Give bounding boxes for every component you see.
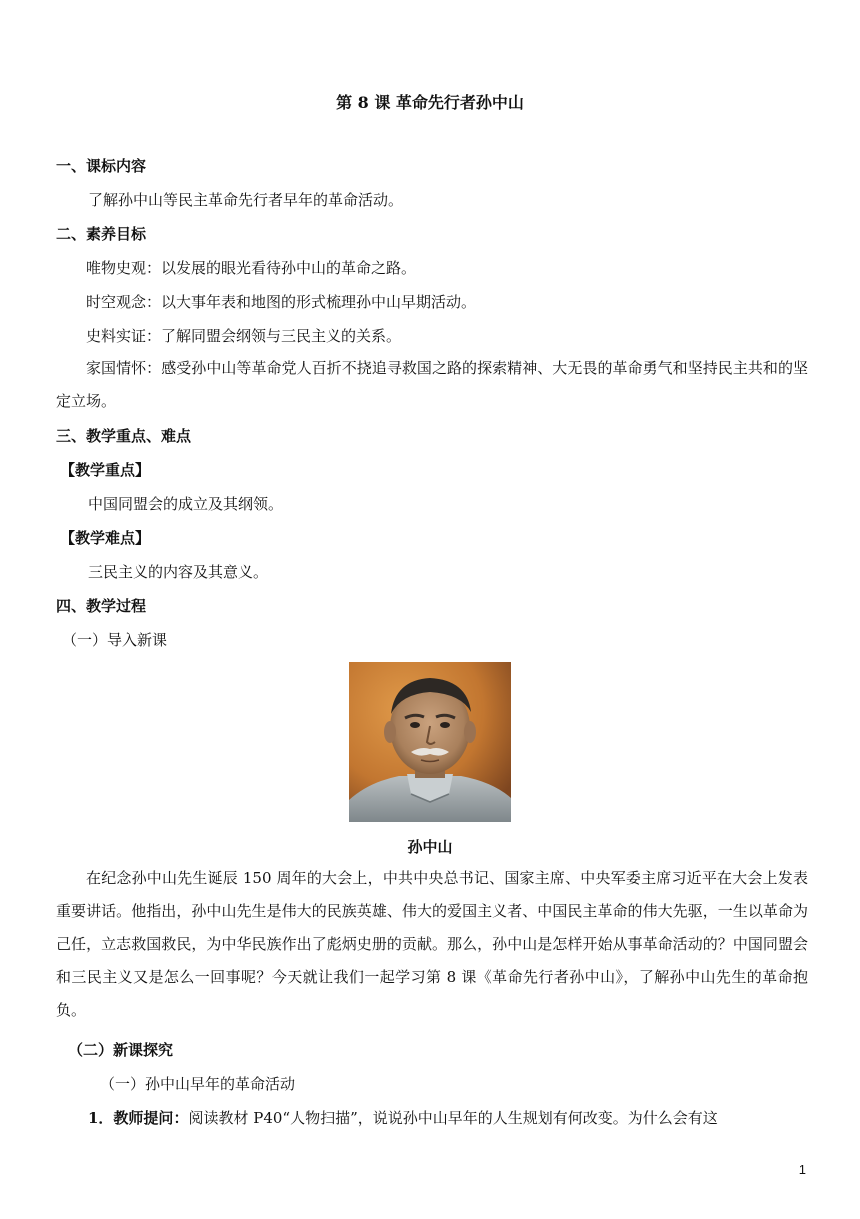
question-1-text: 阅读教材 P40“人物扫描”，说说孙中山早年的人生规划有何改变。为什么会有这 <box>188 1109 718 1127</box>
curriculum-text: 了解孙中山等民主革命先行者早年的革命活动。 <box>88 191 404 209</box>
objective-item: 史料实证：了解同盟会纲领与三民主义的关系。 <box>86 327 402 345</box>
sun-yat-sen-portrait <box>349 662 511 822</box>
new-lesson-label: （二）新课探究 <box>68 1041 174 1059</box>
question-1-label: 1．教师提问： <box>88 1109 189 1127</box>
portrait-caption: 孙中山 <box>407 838 453 856</box>
section-heading-process: 四、教学过程 <box>56 597 147 615</box>
difficulty-text: 三民主义的内容及其意义。 <box>88 563 269 581</box>
key-point-text: 中国同盟会的成立及其纲领。 <box>88 495 284 513</box>
key-point-label: 【教学重点】 <box>60 461 151 479</box>
objective-item: 家国情怀：感受孙中山等革命党人百折不挠追寻救国之路的探索精神、大无畏的革命勇气和坚持民主共和的坚定立场。 <box>56 359 808 410</box>
section-heading-key-points: 三、教学重点、难点 <box>56 427 192 445</box>
objective-item: 唯物史观：以发展的眼光看待孙中山的革命之路。 <box>86 259 417 277</box>
lesson-title: 第 8 课 革命先行者孙中山 <box>336 93 524 112</box>
intro-paragraph: 在纪念孙中山先生诞辰 150 周年的大会上，中共中央总书记、国家主席、中央军委主席习近平在大会上发表重要讲话。他指出，孙中山先生是伟大的民族英雄、伟大的爱国主义者、中国民主革命的伟大先驱，一生以革命为己任，立志救国救民，为中华民族作出了彪炳史册的贡献。那么，孙中山是怎样开始从事革命活动的？中国同盟会和三民主义又是怎么一回事呢？今天就让我们一起学习第 8 课《革命先行者孙中山》，了解孙中山先生的革命抱负。 <box>56 869 808 1019</box>
intro-label: （一）导入新课 <box>62 631 168 649</box>
difficulty-label: 【教学难点】 <box>60 529 151 547</box>
question-1 <box>88 1108 718 1128</box>
objective-item: 时空观念：以大事年表和地图的形式梳理孙中山早期活动。 <box>86 293 477 311</box>
section-heading-curriculum: 一、课标内容 <box>56 157 147 175</box>
sub-section-label: （一）孙中山早年的革命活动 <box>100 1075 296 1093</box>
portrait-image <box>349 662 511 822</box>
section-heading-objectives: 二、素养目标 <box>56 225 147 243</box>
page-number: 1 <box>798 1162 806 1177</box>
